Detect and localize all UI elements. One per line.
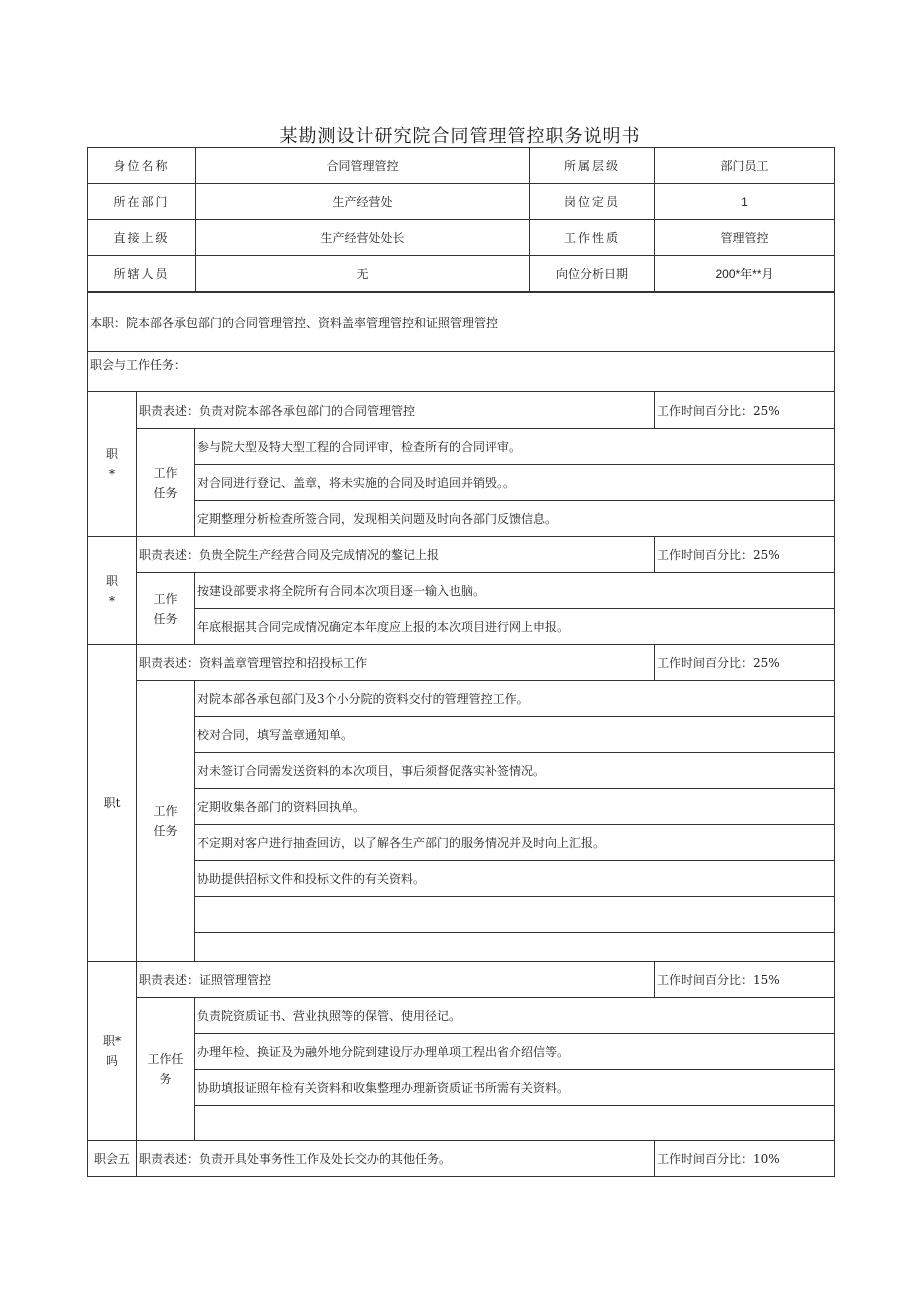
analysis-date-value: 200*年**月 [655,256,835,292]
table-row [88,1106,835,1141]
position-info-table [87,147,835,292]
duty-4-statement: 职责表述：证照管理管控 [137,962,655,998]
table-row [88,220,835,256]
document-title: 某勘测设计研究院合同管理管控职务说明书 [279,126,641,147]
table-row [88,681,835,717]
duty-label-top: 职 [105,447,118,461]
job-summary: 本职：院本部各承包部门的合同管理管控、资料盖率管理管控和证照管理管控 [88,293,835,352]
duty-3-task-label [137,681,195,962]
table-row [88,825,835,861]
duty-1-task-3: 定期整理分析检查所签合同，发现相关问题及时向各部门反馈信息。 [195,501,835,537]
duty-4-label [88,962,137,1141]
duty-4-task-1: 负责院资质证书、营业执照等的保管、使用径记。 [195,998,835,1034]
table-row [88,609,835,645]
table-row [88,897,835,933]
position-name-value: 合同管理管控 [196,148,530,184]
work-nature-value: 管理管控 [655,220,835,256]
duty-2-label [88,537,137,645]
duty-statement-row [88,962,835,998]
table-row [88,573,835,609]
duties-header-row [88,352,835,392]
task-label-bottom: 任务 [153,824,178,838]
table-row [88,429,835,465]
duty-3-label [88,645,137,962]
duties-table [87,292,835,1177]
duty-2-task-2: 年底根据其合同完成情况确定本年度应上报的本次项目进行网上申报。 [195,609,835,645]
task-label-top: 工作 [153,465,178,480]
task-label-top: 工作任 [147,1052,184,1066]
duty-4-task-3: 协助填报证照年检有关资料和收集整理办理新资质证书所需有关资料。 [195,1070,835,1106]
duty-3-task-4: 定期收集各部门的资料回执单。 [195,789,835,825]
table-row [88,717,835,753]
analysis-date-label: 向位分析日期 [530,256,655,292]
duty-3-task-5: 不定期对客户进行抽查回访，以了解各生产部门的服务情况并及时向上汇报。 [195,825,835,861]
duty-2-statement: 职责表述：负贵全院生产经营合同及完成情况的鏊记上报 [137,537,655,573]
department-value: 生产经营处 [196,184,530,220]
duty-5-statement: 职责表述：负责开具处事务性工作及处长交办的其他任务。 [137,1141,655,1177]
task-label-top: 工作 [153,804,178,818]
duty-label-top: 职t [103,796,121,810]
subordinates-label: 所辖人员 [88,256,196,292]
duty-2-time: 工作时间百分比：25% [655,537,835,573]
level-value: 部门员工 [655,148,835,184]
work-nature-label: 工作性质 [530,220,655,256]
duty-1-task-label [137,429,195,537]
duty-1-statement: 职责表述：负责对院本部各承包部门的合同管理管控 [137,392,655,429]
duty-label-bottom: 吗 [105,1054,118,1068]
summary-row [88,293,835,352]
table-row [88,1034,835,1070]
duty-3-statement: 职责表述：资料盖章管理管控和招投标工作 [137,645,655,681]
supervisor-value: 生产经营处处长 [196,220,530,256]
duty-3-task-2: 校对合同，填写盖章通知单。 [195,717,835,753]
duty-label-top: 职 [105,573,118,588]
duty-label-top: 职* [102,1034,121,1048]
supervisor-label: 直接上级 [88,220,196,256]
duty-2-task-label [137,573,195,645]
duty-label-bottom: * [109,467,115,481]
duty-1-task-2: 对合同进行登记、盖章，将未实施的合同及时追回并销毁。。 [195,465,835,501]
duty-3-task-3: 对未签订合同需发送资料的本次项目，事后须督促落实补签情况。 [195,753,835,789]
duty-1-label [88,392,137,537]
duty-3-time: 工作时间百分比：25% [655,645,835,681]
duty-label-bottom: * [109,593,115,608]
duty-statement-row [88,537,835,573]
duty-2-task-1: 按建设部要求将全院所有合同本次项目逐一输入也脑。 [195,573,835,609]
task-label-bottom: 任务 [153,485,178,500]
table-row [88,789,835,825]
table-row [88,1070,835,1106]
duty-3-task-1: 对院本部各承包部门及3个小分院的资料交付的管理管控工作。 [195,681,835,717]
position-name-label: 身位名称 [88,148,196,184]
table-row [88,256,835,292]
task-label-bottom: 务 [159,1072,172,1086]
level-label: 所属层级 [530,148,655,184]
duty-5-time: 工作时间百分比：10% [655,1141,835,1177]
duty-statement-row [88,1141,835,1177]
duty-5-label [88,1141,137,1177]
task-label-bottom: 任务 [153,611,178,626]
headcount-value: 1 [655,184,835,220]
table-row [88,148,835,184]
table-row [88,753,835,789]
table-row [88,861,835,897]
duty-3-task-7 [195,897,835,933]
table-row [88,184,835,220]
duty-1-time: 工作时间百分比：25% [655,392,835,429]
duty-statement-row [88,392,835,429]
duty-statement-row [88,645,835,681]
duty-3-task-6: 协助提供招标文件和投标文件的有关资料。 [195,861,835,897]
table-row [88,465,835,501]
table-row [88,933,835,962]
duty-1-task-1: 参与院大型及特大型工程的合同评审，检查所有的合同评审。 [195,429,835,465]
headcount-label: 岗位定员 [530,184,655,220]
department-label: 所在部门 [88,184,196,220]
table-row [88,998,835,1034]
table-row [88,501,835,537]
duty-4-task-2: 办理年检、换证及为融外地分院到建设厅办理单项工程出省介绍信等。 [195,1034,835,1070]
duty-3-task-8 [195,933,835,962]
duties-header: 职会与工作任务： [88,352,835,392]
task-label-top: 工作 [153,591,178,606]
subordinates-value: 无 [196,256,530,292]
duty-4-task-4 [195,1106,835,1141]
duty-4-task-label [137,998,195,1141]
duty-label-top: 职会五 [93,1151,130,1166]
duty-4-time: 工作时间百分比：15% [655,962,835,998]
